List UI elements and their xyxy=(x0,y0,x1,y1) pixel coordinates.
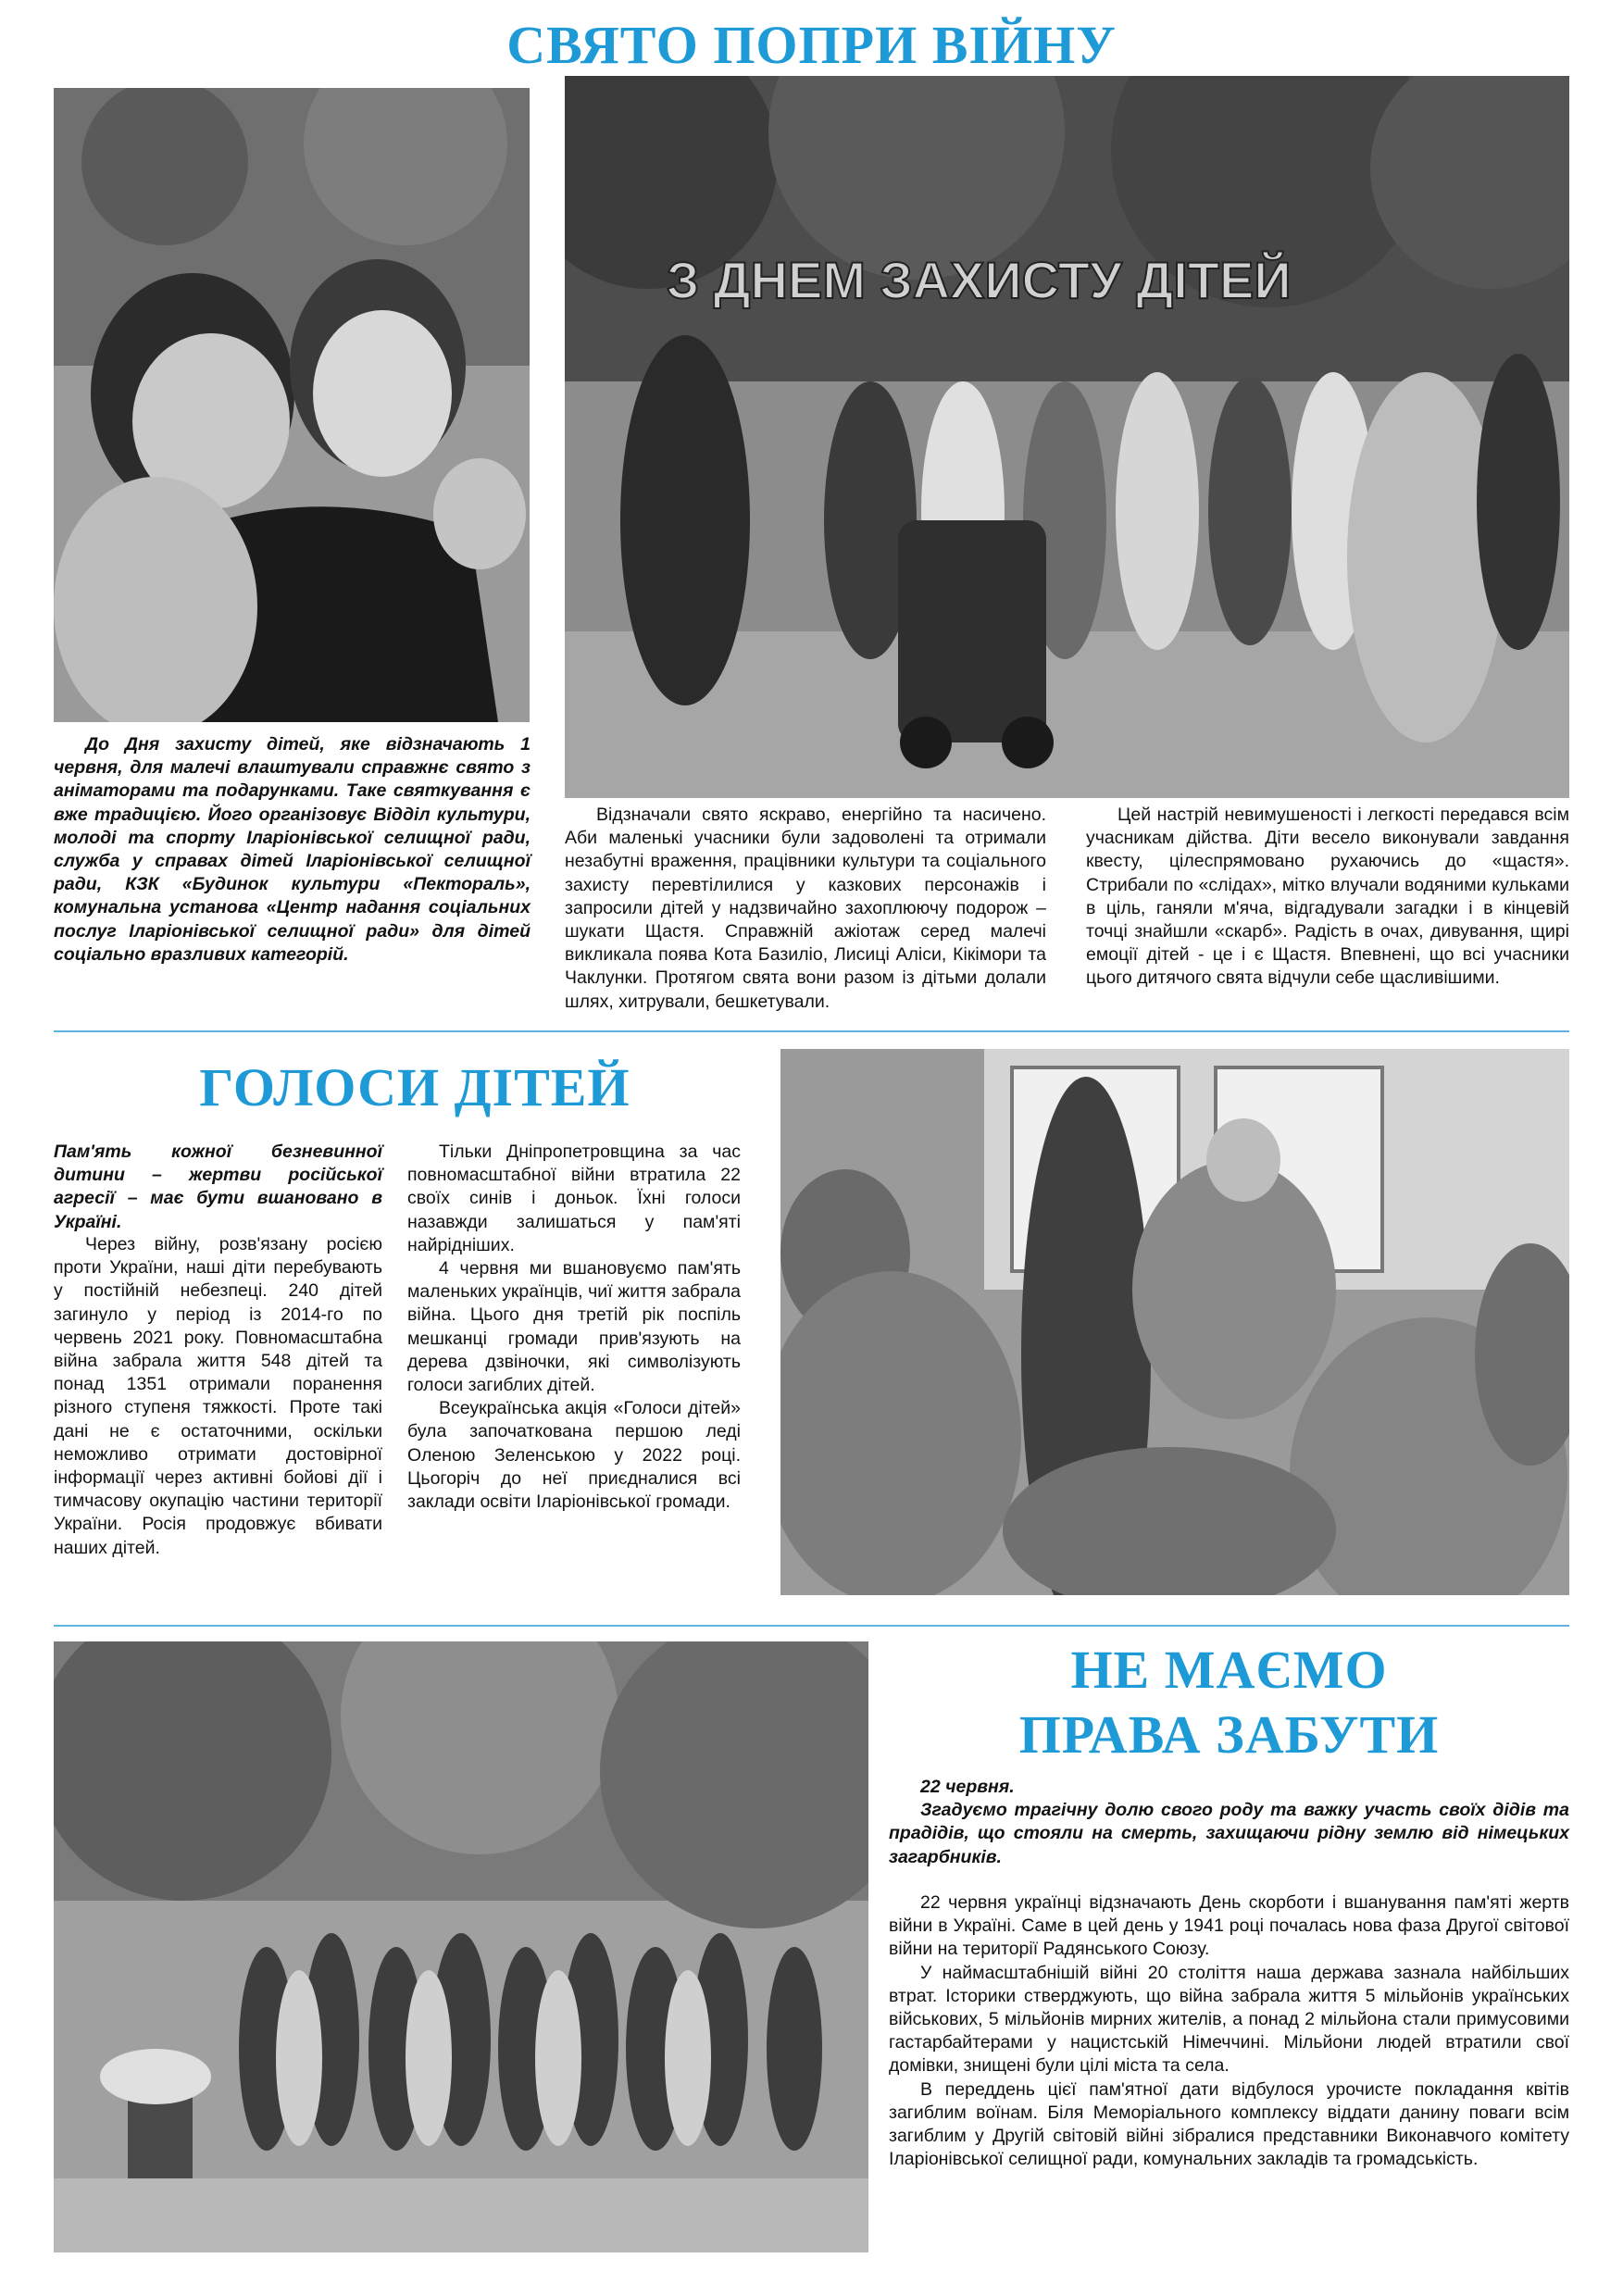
col-svyato-3: Цей настрій невимушеності і легкості передався всім учасникам дійства. Діти весело виконували завдання квесту, цілеспрямовано рухаючись до «щастя». Стрибали по «слідах», мітко влучали водяними кульками в ціль, ганяли м'яча, відгадували загадки і в кінцевій точці знайшли «скарб». Радість в очах, дивування, щирі емоції дітей - це і є Щастя. Впевнені, що всі учасники цього дитячого свята відчули себе щасливішими. xyxy=(1086,805,1569,989)
col-golosy-1: Через війну, розв'язану росією проти України, наші діти перебувають у постійній небезпеці. 240 дітей загинуло у період із 2014-го по червень 2021 року. Повномасштабна війна забрала життя 548 дітей та понад 1351 отримали поранення різного ступеня тяжкості. Проте такі дані не є остаточними, оскільки неможливо отримати достовірної інформації через активні бойові дії і тимчасову окупацію частини території України. Росія продовжує вбивати наших дітей. xyxy=(54,1234,382,1558)
headline-golosy: ГОЛОСИ ДІТЕЙ xyxy=(199,1057,630,1117)
headline-svyato: СВЯТО ПОПРИ ВІЙНУ xyxy=(506,15,1117,75)
col-svyato-2: Відзначали свято яскраво, енергійно та насичено. Аби маленькі учасники були задоволені та отримали незабутні враження, працівники культури та соціального захисту перевтілилися у казкових персонажів і запросили дітей у надзвичайно захоплюючу подорож – шукати Щастя. Справжній ажіотаж серед малечі викликала поява Кота Базиліо, Лисиці Аліси, Кікімори та Чаклунки. Протягом свята вони разом із дітьми долали шлях, хитрували, бешкетували. xyxy=(565,805,1046,1012)
photo-memorial-crowd xyxy=(54,1641,868,2252)
divider-1 xyxy=(54,1030,1569,1032)
photo-children-group xyxy=(565,76,1569,798)
banner-text: З ДНЕМ ЗАХИСТУ ДІТЕЙ xyxy=(667,251,1292,309)
lead-golosy: Пам'ять кожної безневинної дитини – жертви російської агресії – має бути вшановано в Україні. xyxy=(54,1142,382,1232)
photo-boy-hug xyxy=(54,88,530,722)
lead-date: 22 червня. xyxy=(920,1777,1015,1797)
lead-ne-maemo: 22 червня. Згадуємо трагічну долю свого роду та важку участь своїх дідів та прадідів, що стояли на смерть, захищаючи рідну землю від німецьких загарбників. xyxy=(889,1777,1569,1867)
col-ne-maemo: 22 червня українці відзначають День скорботи і вшанування пам'яті жертв війни в Україні. Саме в цей день у 1941 році почалась нова фаза Другої світової війни на території Радянського Союзу. У наймасштабнішій війні 20 століття наша держава зазнала найбільших втрат. Історики стверджують, що війна забрала життя 5 мільйонів українських військових, 5 мільйонів мирних жителів, а понад 2 мільйона стали примусовими гастарбайтерами у нацистській Німеччині. Мільйони людей втратили свої домівки, знищені були цілі міста та села. В переддень цієї пам'ятної дати відбулося урочисте покладання квітів загиблим воїнам. Біля Меморіального комплексу віддати данину поваги всім загиблим у Другій світовій війні зібралися представники Виконавчого комітету Іларіонівської селищної ради, комунальних закладів та громадськість. xyxy=(889,1892,1569,2170)
headline-ne-maemo-line1: НЕ МАЄМО xyxy=(1070,1640,1388,1700)
headline-ne-maemo-line2: ПРАВА ЗАБУТИ xyxy=(1018,1704,1440,1765)
col-golosy-2: Тільки Дніпропетровщина за час повномасштабної війни втратила 22 своїх синів і доньок. Їхні голоси назавжди залишаться у пам'яті найрідніших. 4 червня ми вшановуємо пам'ять маленьких українців, чиї життя забрала війна. Цього дня третій рік поспіль мешканці громади прив'язують на дерева дзвіночки, які символізують голоси загиблих дітей. Всеукраїнська акція «Голоси дітей» була започаткована першою леді Оленою Зеленською у 2022 році. Цьогоріч до неї приєдналися всі заклади освіти Іларіонівської громади. xyxy=(407,1142,741,1513)
divider-2 xyxy=(54,1625,1569,1627)
lead-svyato: До Дня захисту дітей, яке відзначають 1 червня, для малечі влаштували справжнє свято з аніматорами та подарунками. Таке святкування є вже традицією. Його організовує Відділ культури, молоді та спорту Іларіонівської селищної ради, служба у справах дітей Іларіонівської селищної ради, КЗК «Будинок культури «Пектораль», комунальна установа «Центр надання соціальних послуг Іларіонівської селищної ради» для дітей соціально вразливих категорій. xyxy=(54,734,531,965)
photo-soldiers-tree xyxy=(780,1049,1569,1595)
